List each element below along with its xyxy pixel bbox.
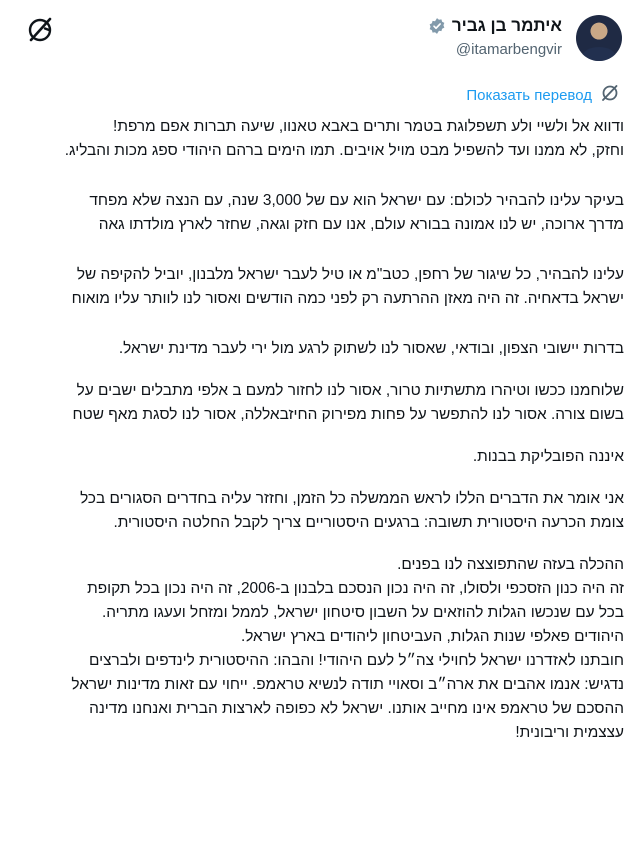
tweet-line: היהודים פאלפי שנות הגלות, העביטחון ליהודים בארץ ישראל. bbox=[240, 628, 624, 645]
avatar-body bbox=[582, 47, 616, 61]
translate-icon bbox=[600, 83, 620, 107]
avatar[interactable] bbox=[576, 15, 622, 61]
display-name[interactable]: איתמר בן גביר bbox=[451, 16, 562, 35]
translate-link[interactable] bbox=[466, 83, 620, 107]
tweet-line: ההסכם של טראמפ אינו מחייב אותנו. ישראל לא כפופה לארצות הברית ואנחנו מדינה bbox=[89, 700, 624, 717]
tweet-line: וחזק, לא ממנו ועד להשפיל מבט מויל אויבים. תמו הימים ברהם היהודי ספג מכות והבליג. bbox=[64, 142, 624, 159]
tweet-line: בעיקר עלינו להבהיר לכולם: עם ישראל הוא עם של 3,000 שנה, עם הנצה שלא מפחד bbox=[89, 192, 624, 209]
tweet-body bbox=[16, 115, 624, 745]
tweet-header bbox=[0, 0, 640, 78]
tweet-line: חובתנו לאזדרנו ישראל לחוילי צה״ל לעם היהודי! והבהו: ההיסטורית לינדפים ולברצים bbox=[89, 652, 624, 669]
tweet-line: מדרך ארוכה, יש לנו אמונה בבורא עולם, אנו עם חזק וגאה, שחזר לארץ מולדתו גאה bbox=[98, 216, 624, 233]
tweet-line: ההכלה בעזה שהתפוצצה לנו בפנים. bbox=[397, 556, 624, 573]
tweet-line: בכל עם שנכשו הגלות להוזאים על השבון סיטחון ישראל, לממל ומזחל ועעגו מתריה. bbox=[101, 604, 624, 621]
tweet-line: עלינו להבהיר, כל שיגור של רחפן, כטב"מ או טיל לעבר ישראל מלבנון, יוביל להקיפה של bbox=[76, 266, 624, 283]
tweet-line: צומת הכרעה היסטורית תשובה: ברגעים היסטוריים צריך לקבל החלטה היסטורית. bbox=[113, 514, 624, 531]
tweet-line: איננה הפובליקת בבנות. bbox=[472, 448, 624, 465]
author-name-row[interactable] bbox=[428, 16, 562, 36]
x-logo-icon[interactable] bbox=[22, 12, 58, 48]
tweet-line: זה היה כנון הזסכפי ולסולו, זה היה נכון הנסכם בלבנון ב-2006, זה היה נכון בכל תקופת bbox=[87, 580, 624, 597]
tweet-line: עצצמית וריבונית! bbox=[515, 724, 624, 741]
tweet-line: בשום צורה. אסור לנו להתפשר על פחות מפירוק החיזבאללה, אסור לנו לסגת מאף שטח bbox=[72, 406, 624, 423]
translate-label: Показать перевод bbox=[466, 86, 592, 104]
tweet-line: אני אומר את הדברים הללו לראש הממשלה כל הזמן, וחזזר עליה בחדרים הסגורים בכל bbox=[80, 490, 624, 507]
tweet-line: נדגיש: אנמו אהבים את ארה״ב וסאויי תודה לנשיא טראמפ. ייחוי עם זאות מדינות ישראל bbox=[71, 676, 624, 693]
verified-badge-icon bbox=[428, 17, 446, 35]
tweet-line: ודווא אל ולשיי ולע תשפלוגת בטמר ותרים באבא טאנוו, שיעה תברות אפם מרפת! bbox=[113, 118, 624, 135]
tweet-line: בדרות יישובי הצפון, ובודאי, שאסור לנו לשתוק לרגע מול ירי לעבר מדינת ישראל. bbox=[118, 340, 624, 357]
author-handle[interactable]: @itamarbengvir bbox=[455, 41, 562, 58]
tweet-line: ישראל בדאחיה. זה היה מאזן ההרתעה רק לפני כמה הודשים ואסור לנו לוותר עליו מואוח bbox=[71, 290, 624, 307]
tweet-line: שלוחמנו ככשו וטיהרו מתשתיות טרור, אסור לנו לחזור למעם ב אלפי מתבלים ישבים על bbox=[76, 382, 624, 399]
